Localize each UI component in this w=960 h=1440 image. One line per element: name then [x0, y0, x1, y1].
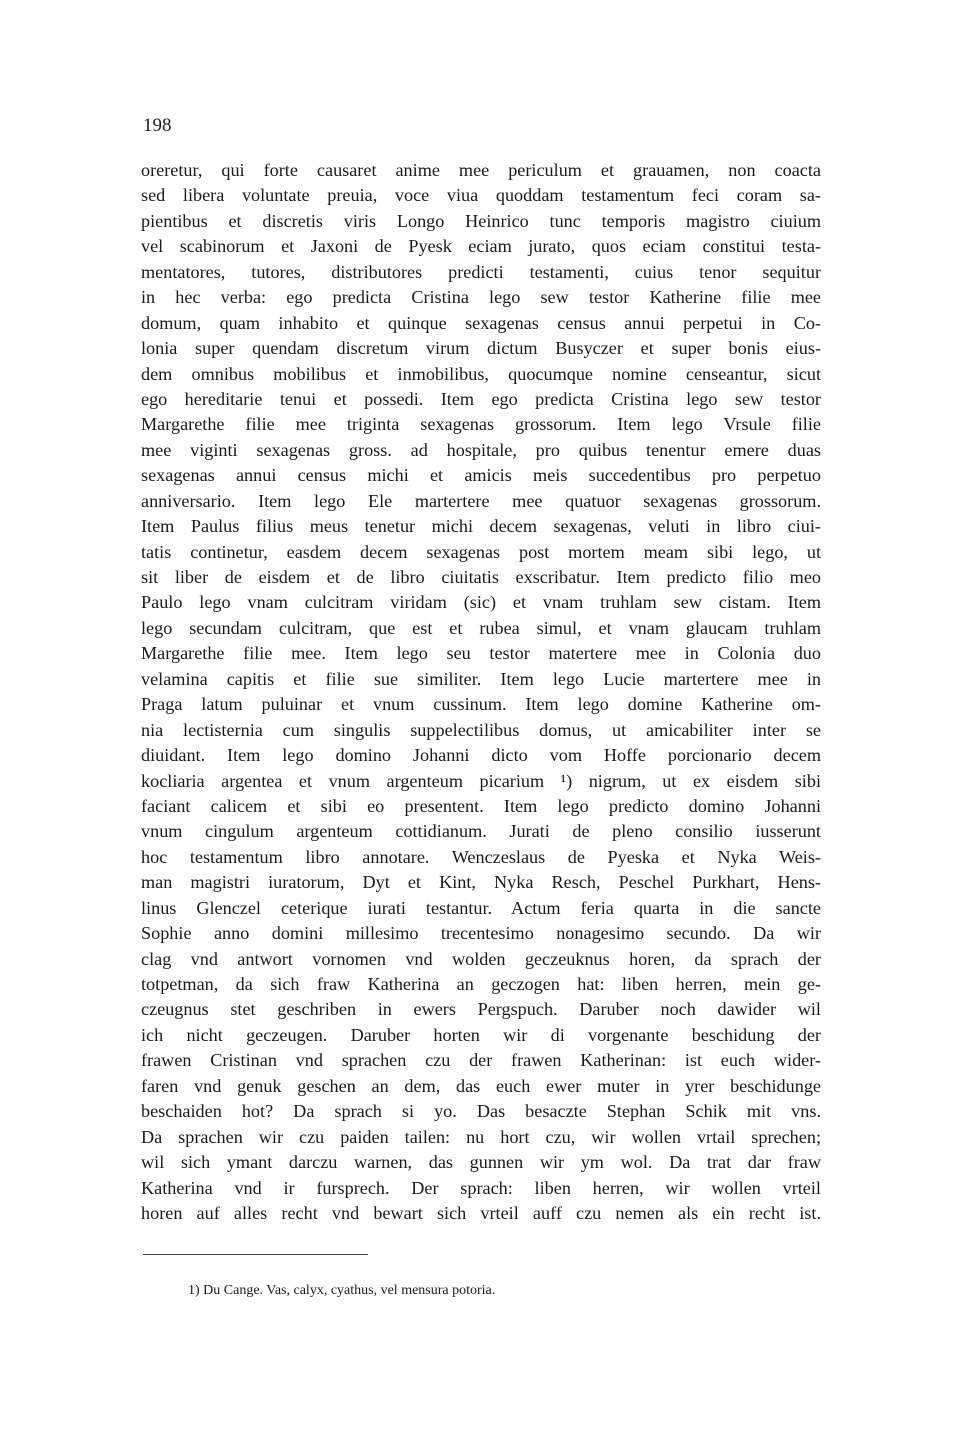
text-line: Margarethe filie mee. Item lego seu testor matertere mee in Colonia duo: [141, 643, 821, 664]
text-line: diuidant. Item lego domino Johanni dicto vom Hoffe porcionario decem: [141, 745, 821, 766]
text-line: lego secundam culcitram, que est et rubea simul, et vnam glaucam truhlam: [141, 617, 821, 638]
text-line: frawen Cristinan vnd sprachen czu der frawen Katherinan: ist euch wider-: [141, 1050, 821, 1071]
text-line: totpetman, da sich fraw Katherina an geczogen hat: liben herren, mein ge-: [141, 974, 821, 994]
body-text: [141, 158, 821, 1226]
text-line: sed libera voluntate preuia, voce viua quoddam testamentum feci coram sa-: [141, 185, 821, 206]
text-line: nia lectisternia cum singulis suppelectilibus domus, ut amicabiliter inter se: [141, 719, 821, 740]
text-line: hoc testamentum libro annotare. Wenczeslaus de Pyeska et Nyka Weis-: [141, 846, 821, 867]
text-line: mee viginti sexagenas gross. ad hospitale, pro quibus tenentur emere duas: [141, 439, 821, 460]
footnote: 1) Du Cange. Vas, calyx, cyathus, vel mensura potoria.: [188, 1283, 496, 1298]
text-line: lonia super quendam discretum virum dictum Busyczer et super bonis eius-: [141, 338, 821, 359]
text-line: Item Paulus filius meus tenetur michi decem sexagenas, veluti in libro ciui-: [141, 516, 821, 537]
text-line: anniversario. Item lego Ele martertere mee quatuor sexagenas grossorum.: [141, 490, 821, 511]
text-line: sexagenas annui census michi et amicis meis succedentibus pro perpetuo: [141, 465, 821, 486]
page-number: 198: [143, 115, 172, 136]
text-line: man magistri iuratorum, Dyt et Kint, Nyka Resch, Peschel Purkhart, Hens-: [141, 872, 821, 893]
text-line: Praga latum puluinar et vnum cussinum. Item lego domine Katherine om-: [141, 694, 821, 715]
text-line: mentatores, tutores, distributores predicti testamenti, cuius tenor sequitur: [141, 261, 821, 282]
text-line: vnum cingulum argenteum cottidianum. Jurati de pleno consilio iusserunt: [141, 821, 821, 842]
text-line: kocliaria argentea et vnum argenteum picarium ¹) nigrum, ut ex eisdem sibi: [141, 770, 821, 791]
text-line: Katherina vnd ir fursprech. Der sprach: liben herren, wir wollen vrteil: [141, 1177, 821, 1198]
text-line: linus Glenczel ceterique iurati testantur. Actum feria quarta in die sancte: [141, 897, 821, 918]
text-line: wil sich ymant darczu warnen, das gunnen wir ym wol. Da trat dar fraw: [141, 1152, 821, 1173]
footnote-divider: [143, 1254, 368, 1255]
text-line: domum, quam inhabito et quinque sexagenas census annui perpetui in Co-: [141, 312, 821, 333]
text-line: czeugnus stet geschriben in ewers Pergspuch. Daruber noch dawider wil: [141, 999, 821, 1020]
text-line: tatis continetur, easdem decem sexagenas post mortem meam sibi lego, ut: [141, 541, 821, 562]
text-line: Sophie anno domini millesimo trecentesimo nonagesimo secundo. Da wir: [141, 923, 821, 944]
text-line: faciant calicem et sibi eo presentent. Item lego predicto domino Johanni: [141, 795, 821, 816]
text-line: clag vnd antwort vornomen vnd wolden geczeuknus horen, da sprach der: [141, 948, 821, 969]
text-line: faren vnd genuk geschen an dem, das euch ewer muter in yrer beschidunge: [141, 1075, 821, 1096]
text-line: in hec verba: ego predicta Cristina lego sew testor Katherine filie mee: [141, 287, 821, 308]
text-line: Da sprachen wir czu paiden tailen: nu hort czu, wir wollen vrtail sprechen;: [141, 1126, 821, 1147]
text-line: pientibus et discretis viris Longo Heinrico tunc temporis magistro ciuium: [141, 210, 821, 231]
text-line: oreretur, qui forte causaret anime mee periculum et grauamen, non coacta: [141, 160, 821, 180]
text-line: Margarethe filie mee triginta sexagenas grossorum. Item lego Vrsule filie: [141, 414, 821, 435]
text-line: vel scabinorum et Jaxoni de Pyesk eciam jurato, quos eciam constitui testa-: [141, 236, 821, 257]
text-line: ego hereditarie tenui et possedi. Item ego predicta Cristina lego sew testor: [141, 388, 821, 409]
text-line: velamina capitis et filie sue similiter. Item lego Lucie martertere mee in: [141, 668, 821, 689]
text-line: Paulo lego vnam culcitram viridam (sic) et vnam truhlam sew cistam. Item: [141, 592, 821, 613]
text-line: sit liber de eisdem et de libro ciuitatis exscribatur. Item predicto filio meo: [141, 567, 821, 587]
text-line: ich nicht geczeugen. Daruber horten wir di vorgenante beschidung der: [141, 1024, 821, 1045]
text-line: beschaiden hot? Da sprach si yo. Das besaczte Stephan Schik mit vns.: [141, 1101, 821, 1122]
text-line: horen auf alles recht vnd bewart sich vrteil auff czu nemen als ein recht ist.: [141, 1202, 821, 1223]
text-line: dem omnibus mobilibus et inmobilibus, quocumque nomine censeantur, sicut: [141, 363, 821, 384]
